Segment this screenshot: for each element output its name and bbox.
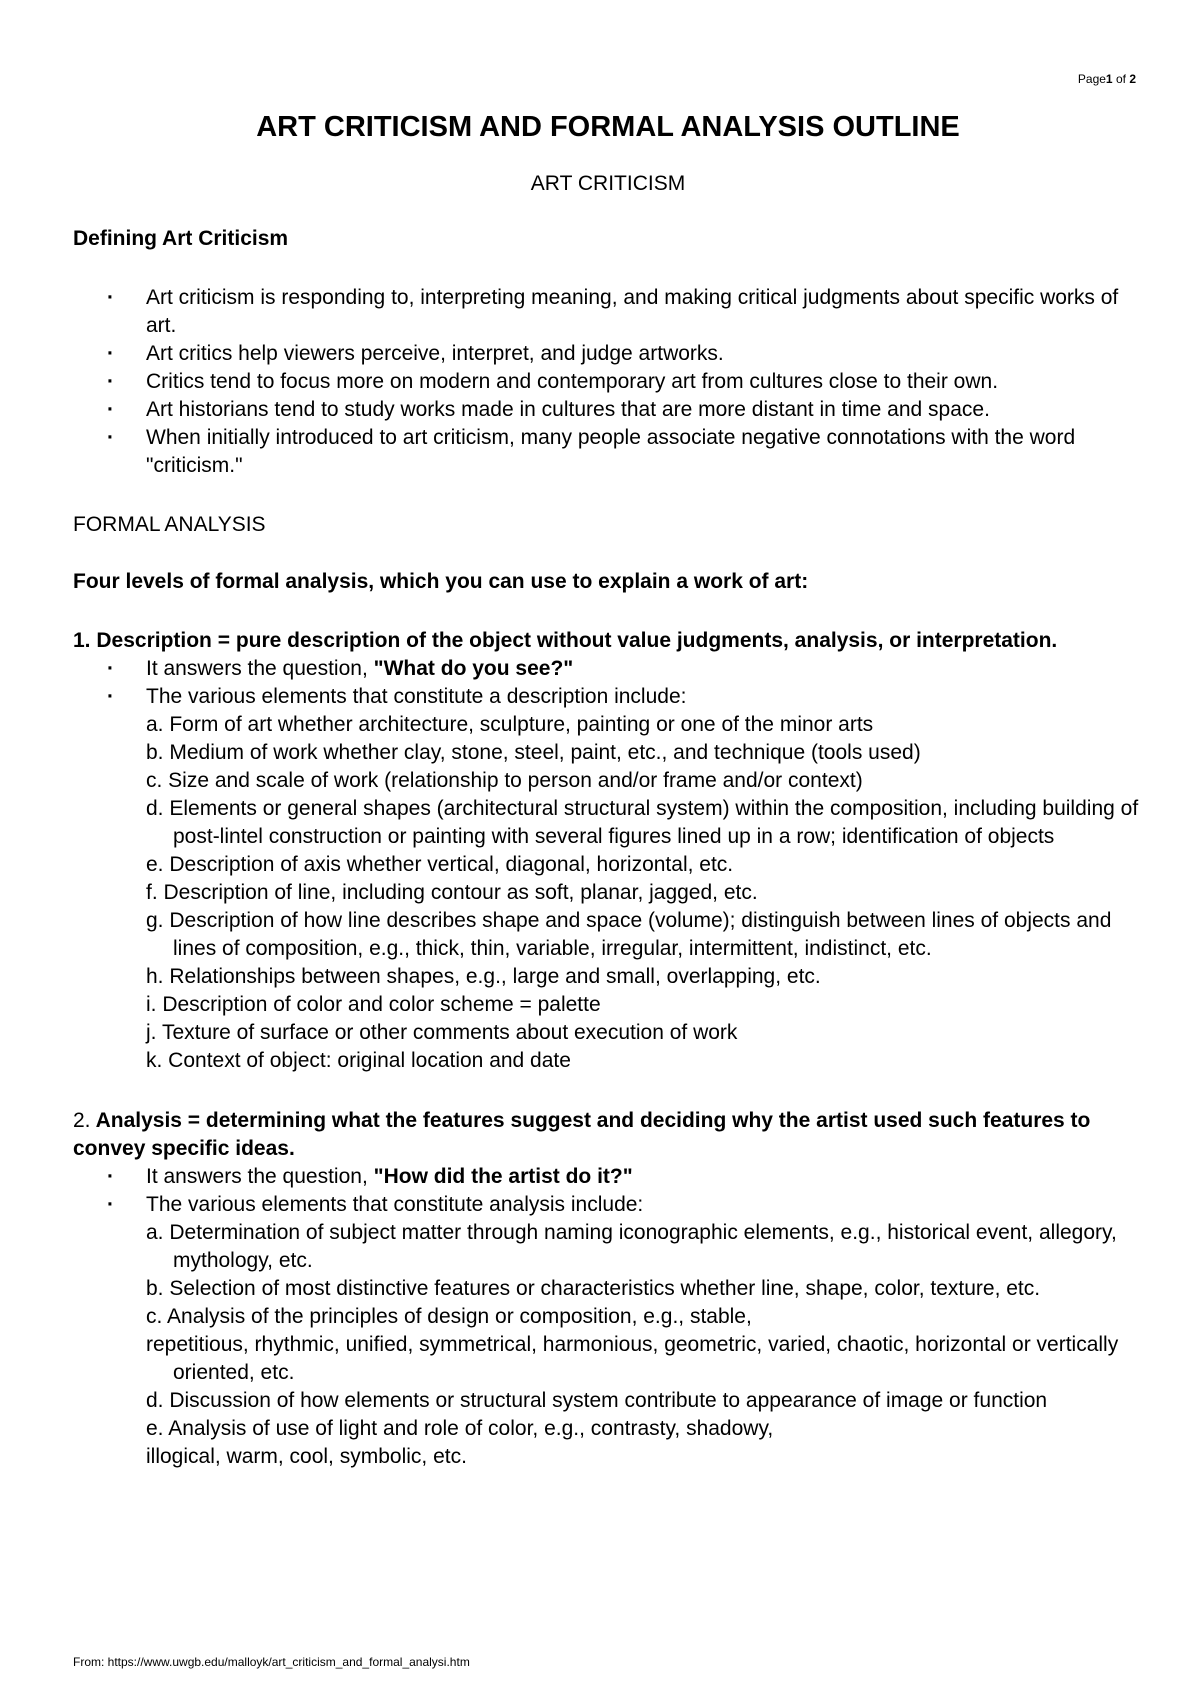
heading-formal-analysis: FORMAL ANALYSIS (73, 513, 266, 537)
list-item: d. Discussion of how elements or structural system contribute to appearance of image or function (146, 1388, 1048, 1412)
list-item: b. Medium of work whether clay, stone, steel, paint, etc., and technique (tools used) (146, 740, 921, 764)
level-description-heading: 1. Description = pure description of the object without value judgments, analysis, or interpretation. (73, 628, 1058, 652)
list-item: i. Description of color and color scheme = palette (146, 992, 601, 1016)
page-number: Page1 of 2 (1077, 72, 1136, 86)
list-item: g. Description of how line describes shape and space (volume); distinguish between lines of objects and lines of composition, e.g., thick, thin, variable, irregular, intermittent, indistinct, etc. (146, 908, 1112, 960)
document-title: ART CRITICISM AND FORMAL ANALYSIS OUTLINE (256, 111, 960, 143)
list-item: · Critics tend to focus more on modern and contemporary art from cultures close to their own. (73, 368, 1143, 396)
list-item: a. Form of art whether architecture, sculpture, painting or one of the minor arts (146, 712, 874, 736)
list-item: · The various elements that constitute a description include: (73, 683, 1143, 711)
list-item: f. Description of line, including contour as soft, planar, jagged, etc. (146, 880, 758, 904)
formal-analysis-lead: Four levels of formal analysis, which you can use to explain a work of art: (73, 570, 809, 594)
criticism-bullet-list (73, 284, 1143, 480)
level-analysis-heading: 2. Analysis = determining what the features suggest and deciding why the artist used such features to convey specific ideas. (73, 1108, 1091, 1160)
analysis-bullet-list (73, 1163, 1143, 1219)
list-item: j. Texture of surface or other comments about execution of work (146, 1020, 738, 1044)
list-item: repetitious, rhythmic, unified, symmetrical, harmonious, geometric, varied, chaotic, horizontal or vertically oriented, etc. (146, 1332, 1119, 1384)
list-item: k. Context of object: original location and date (146, 1048, 571, 1072)
heading-defining-art-criticism: Defining Art Criticism (73, 226, 289, 250)
list-item: b. Selection of most distinctive features or characteristics whether line, shape, color, texture, etc. (146, 1276, 1041, 1300)
list-item: h. Relationships between shapes, e.g., large and small, overlapping, etc. (146, 964, 821, 988)
list-item: · When initially introduced to art criticism, many people associate negative connotations with the word "criticism." (73, 424, 1143, 480)
list-item: c. Size and scale of work (relationship to person and/or frame and/or context) (146, 768, 863, 792)
list-item: illogical, warm, cool, symbolic, etc. (146, 1444, 467, 1468)
document-body (73, 110, 1143, 1471)
list-item: · It answers the question, "What do you see?" (73, 655, 1143, 683)
list-item: · Art criticism is responding to, interpreting meaning, and making critical judgments about specific works of art. (73, 284, 1143, 340)
description-bullet-list (73, 655, 1143, 711)
section-title-art-criticism: ART CRITICISM (530, 171, 686, 195)
source-footer: From: https://www.uwgb.edu/malloyk/art_criticism_and_formal_analysi.htm (73, 1655, 470, 1669)
list-item: · Art historians tend to study works made in cultures that are more distant in time and space. (73, 396, 1143, 424)
list-item: e. Description of axis whether vertical, diagonal, horizontal, etc. (146, 852, 734, 876)
list-item: d. Elements or general shapes (architectural structural system) within the composition, including building of post-lintel construction or painting with several figures lined up in a row; identification of objects (146, 796, 1139, 848)
list-item: · Art critics help viewers perceive, interpret, and judge artworks. (73, 340, 1143, 368)
list-item: e. Analysis of use of light and role of color, e.g., contrasty, shadowy, (146, 1416, 774, 1440)
list-item: a. Determination of subject matter through naming iconographic elements, e.g., historical event, allegory, mythology, etc. (146, 1220, 1117, 1272)
list-item: c. Analysis of the principles of design or composition, e.g., stable, (146, 1304, 752, 1328)
list-item: · The various elements that constitute analysis include: (73, 1191, 1143, 1219)
list-item: · It answers the question, "How did the artist do it?" (73, 1163, 1143, 1191)
